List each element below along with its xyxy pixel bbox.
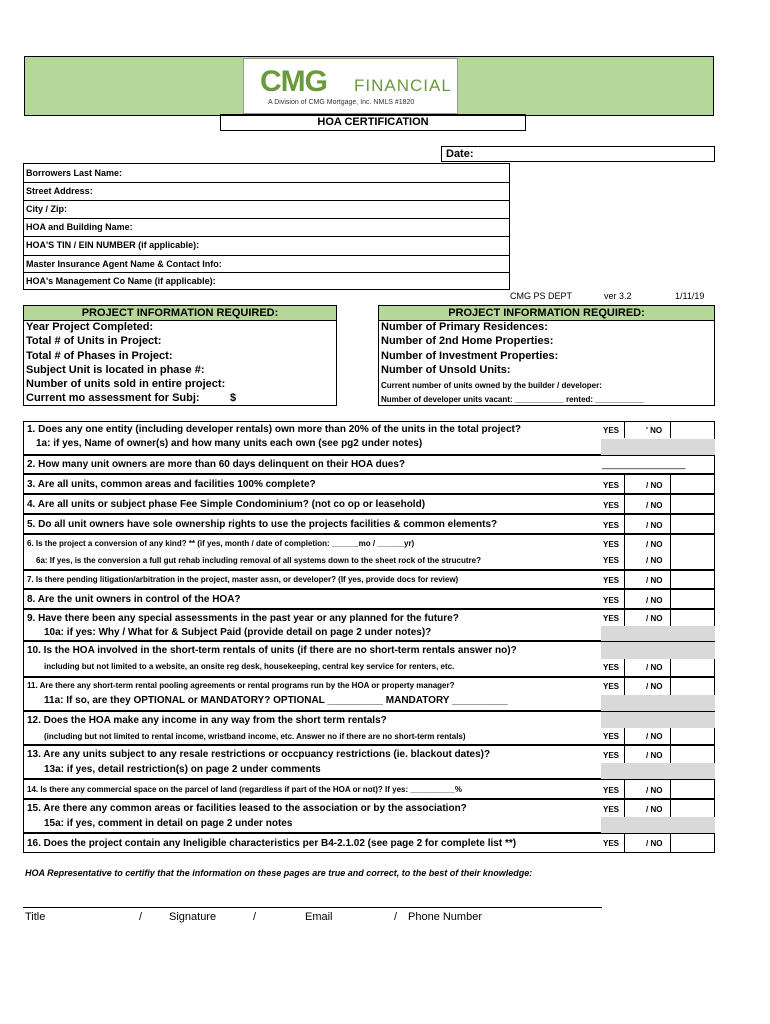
monthly-assessment-field[interactable]: Current mo assessment for Subj: — [26, 392, 200, 404]
q6-text: 6. Is the project a conversion of any kind? ** (if yes, month / date of completion: ______mo / ______yr) — [27, 539, 415, 548]
borrower-info-box — [23, 163, 510, 290]
question-2 — [23, 455, 715, 474]
question-9 — [23, 609, 715, 641]
borrower-last-name-field[interactable]: Borrowers Last Name: — [26, 168, 123, 178]
q2-answer-blank[interactable]: _______________ — [602, 459, 686, 470]
version-label: ver 3.2 — [604, 291, 632, 301]
hoa-tin-field[interactable]: HOA'S TIN / EIN NUMBER (if applicable): — [26, 240, 200, 250]
q14-yes-option[interactable]: YES — [603, 786, 620, 795]
q13-text: 13. Are any units subject to any resale restrictions or occpuancy restrictions (ie. blackout dates)? — [27, 749, 491, 760]
logo-subtitle: A Division of CMG Mortgage, Inc. NMLS #1820 — [268, 99, 415, 106]
question-1 — [23, 421, 715, 455]
q12b-text: (including but not limited to rental income, wristband income, etc. Answer no if there are no short-term rentals) — [44, 732, 466, 741]
q13a-text: 13a: if yes, detail restriction(s) on page 2 under comments — [44, 764, 321, 775]
question-15 — [23, 799, 715, 833]
q6-no-option[interactable]: / NO — [646, 540, 663, 549]
version-date: 1/11/19 — [675, 291, 705, 301]
q8-text: 8. Are the unit owners in control of the HOA? — [27, 594, 241, 605]
question-16 — [23, 833, 715, 853]
q10-yes-option[interactable]: YES — [603, 663, 620, 672]
q4-yes-option[interactable]: YES — [603, 501, 620, 510]
q6a-text: 6a: If yes, is the conversion a full gut rehab including removal of all systems down to the sheet rock of the strucutre? — [36, 556, 481, 565]
q15a-text: 15a: if yes, comment in detail on page 2 under notes — [44, 818, 293, 829]
question-13 — [23, 745, 715, 779]
q16-text: 16. Does the project contain any Ineligible characteristics per B4-2.1.02 (see page 2 for complete list **) — [27, 838, 517, 849]
q14-no-option[interactable]: / NO — [646, 786, 663, 795]
q9-no-option[interactable]: / NO — [646, 614, 663, 623]
project-info-right — [378, 305, 715, 406]
q11-text: 11. Are there any short-term rental pooling agreements or rental programs run by the HOA or property manager? — [27, 681, 455, 690]
q4-no-option[interactable]: / NO — [646, 501, 663, 510]
q1-yes-option[interactable]: YES — [603, 426, 620, 435]
separator-3: / — [394, 911, 398, 923]
q1-text: 1. Does any one entity (including developer rentals) own more than 20% of the units in the total project? — [27, 424, 521, 435]
q7-no-option[interactable]: / NO — [646, 576, 663, 585]
primary-residences-field[interactable]: Number of Primary Residences: — [381, 321, 548, 333]
q10-text: 10. Is the HOA involved in the short-term rentals of units (if there are no short-term rentals answer no)? — [27, 645, 517, 656]
date-field[interactable]: Date: — [441, 146, 715, 162]
q2-text: 2. How many unit owners are more than 60 days delinquent on their HOA dues? — [27, 459, 406, 470]
q13-yes-option[interactable]: YES — [603, 751, 620, 760]
q15-yes-option[interactable]: YES — [603, 805, 620, 814]
city-zip-field[interactable]: City / Zip: — [26, 204, 67, 214]
second-home-field[interactable]: Number of 2nd Home Properties: — [381, 335, 554, 347]
investment-properties-field[interactable]: Number of Investment Properties: — [381, 350, 559, 362]
q5-yes-option[interactable]: YES — [603, 521, 620, 530]
q15-no-option[interactable]: / NO — [646, 805, 663, 814]
q16-yes-option[interactable]: YES — [603, 839, 620, 848]
total-units-field[interactable]: Total # of Units in Project: — [26, 335, 162, 347]
question-11 — [23, 677, 715, 711]
q12-no-option[interactable]: / NO — [646, 732, 663, 741]
q14-text: 14. Is there any commercial space on the parcel of land (regardless if part of the HOA or not)? If yes: __________% — [27, 785, 462, 794]
q12-text: 12. Does the HOA make any income in any way from the short term rentals? — [27, 715, 387, 726]
q13-no-option[interactable]: / NO — [646, 751, 663, 760]
q5-text: 5. Do all unit owners have sole ownership rights to use the projects facilities & common elements? — [27, 519, 498, 530]
unsold-units-field[interactable]: Number of Unsold Units: — [381, 364, 511, 376]
phone-label: Phone Number — [408, 911, 482, 923]
developer-units-vacant-field[interactable]: Number of developer units vacant: ___________ rented: ___________ — [381, 395, 645, 404]
question-10 — [23, 641, 715, 677]
question-8 — [23, 589, 715, 609]
logo-brand-small: FINANCIAL — [354, 76, 452, 95]
q8-yes-option[interactable]: YES — [603, 596, 620, 605]
dept-label: CMG PS DEPT — [510, 291, 573, 301]
q11-no-option[interactable]: / NO — [646, 682, 663, 691]
q4-text: 4. Are all units or subject phase Fee Simple Condominium? (not co op or leasehold) — [27, 499, 426, 510]
q7-yes-option[interactable]: YES — [603, 576, 620, 585]
q15-text: 15. Are there any common areas or facilities leased to the association or by the association? — [27, 803, 467, 814]
logo-brand-big: CMG — [260, 65, 327, 98]
q10a-text: 10a: if yes: Why / What for & Subject Paid (provide detail on page 2 under notes)? — [44, 627, 432, 638]
q3-text: 3. Are all units, common areas and facilities 100% complete? — [27, 479, 316, 490]
q6a-yes-option[interactable]: YES — [603, 556, 620, 565]
management-co-field[interactable]: HOA's Management Co Name (if applicable): — [26, 276, 216, 286]
project-info-heading-right: PROJECT INFORMATION REQUIRED: — [379, 306, 714, 321]
q16-no-option[interactable]: / NO — [646, 839, 663, 848]
units-sold-field[interactable]: Number of units sold in entire project: — [26, 378, 226, 390]
q1-no-option[interactable]: ' NO — [646, 426, 663, 435]
separator-1: / — [139, 911, 143, 923]
dollar-sign: $ — [230, 392, 237, 404]
signature-line[interactable] — [23, 907, 602, 908]
q1a-text: 1a: if yes, Name of owner(s) and how many units each own (see pg2 under notes) — [36, 438, 423, 449]
year-completed-field[interactable]: Year Project Completed: — [26, 321, 154, 333]
certification-statement: HOA Representative to certifiy that the information on these pages are true and correct, to the best of their knowledge: — [25, 868, 533, 878]
title-label: Title — [25, 911, 46, 923]
question-4 — [23, 494, 715, 514]
question-6 — [23, 534, 715, 570]
subject-phase-field[interactable]: Subject Unit is located in phase #: — [26, 364, 205, 376]
q7-text: 7. Is there pending litigation/arbitration in the project, master assn, or developer? (If yes, provide docs for review) — [27, 575, 459, 584]
email-label: Email — [305, 911, 333, 923]
q11a-text: 11a: If so, are they OPTIONAL or MANDATORY? OPTIONAL __________ MANDATORY __________ — [44, 695, 508, 706]
signature-label: Signature — [169, 911, 217, 923]
q10-no-option[interactable]: / NO — [646, 663, 663, 672]
q10b-text: including but not limited to a website, an onsite reg desk, housekeeping, central key service for renters, etc. — [44, 662, 455, 671]
project-info-heading: PROJECT INFORMATION REQUIRED: — [24, 306, 336, 321]
q8-no-option[interactable]: / NO — [646, 596, 663, 605]
q9-yes-option[interactable]: YES — [603, 614, 620, 623]
q9-text: 9. Have there been any special assessments in the past year or any planned for the future? — [27, 613, 459, 624]
q11-yes-option[interactable]: YES — [603, 682, 620, 691]
company-logo — [243, 58, 458, 114]
hoa-building-name-field[interactable]: HOA and Building Name: — [26, 222, 133, 232]
street-address-field[interactable]: Street Address: — [26, 186, 93, 196]
question-5 — [23, 514, 715, 534]
question-7 — [23, 570, 715, 589]
q6-yes-option[interactable]: YES — [603, 540, 620, 549]
q3-yes-option[interactable]: YES — [603, 481, 620, 490]
insurance-agent-field[interactable]: Master Insurance Agent Name & Contact Info: — [26, 259, 222, 269]
builder-units-field[interactable]: Current number of units owned by the builder / developer: — [381, 381, 602, 390]
separator-2: / — [253, 911, 257, 923]
total-phases-field[interactable]: Total # of Phases in Project: — [26, 350, 173, 362]
q6a-no-option[interactable]: / NO — [646, 556, 663, 565]
q12-yes-option[interactable]: YES — [603, 732, 620, 741]
project-info-left — [23, 305, 337, 406]
q3-no-option[interactable]: / NO — [646, 481, 663, 490]
q5-no-option[interactable]: / NO — [646, 521, 663, 530]
page-title: HOA CERTIFICATION — [220, 114, 526, 131]
question-3 — [23, 474, 715, 494]
question-14 — [23, 779, 715, 799]
question-12 — [23, 711, 715, 745]
